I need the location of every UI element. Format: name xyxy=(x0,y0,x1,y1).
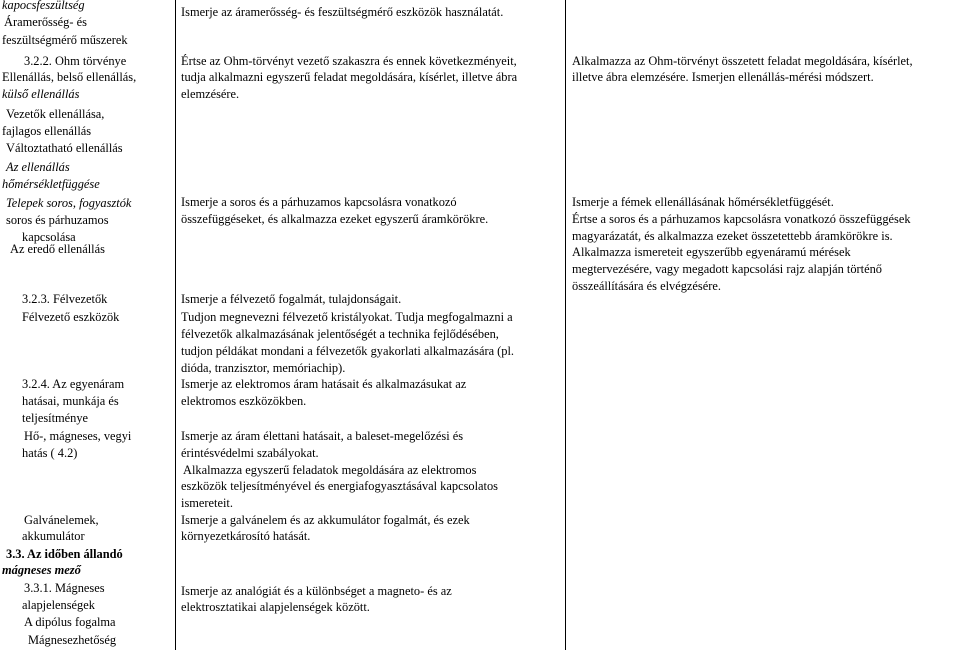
topic-line: külső ellenállás xyxy=(2,87,80,101)
topic-line: Félvezető eszközök xyxy=(22,310,120,324)
topic-heading: 3.3. Az időben állandó xyxy=(6,547,123,561)
requirement-line: Alkalmazza ismereteit egyszerűbb egyenáramú mérések xyxy=(572,245,851,259)
topic-line: Hő-, mágneses, vegyi xyxy=(24,429,132,443)
topic-heading: 3.2.3. Félvezetők xyxy=(22,292,108,306)
requirement-line: elektromos eszközökben. xyxy=(181,394,307,408)
requirement-line: elemzésére. xyxy=(181,87,240,101)
topic-line: Galvánelemek, xyxy=(24,513,99,527)
requirement-line: tudja alkalmazni egyszerű feladat megoldására, kísérlet, illetve ábra xyxy=(181,70,518,84)
topic-line: kapcsolása xyxy=(22,230,76,244)
requirement-line: Ismerje az analógiát és a különbséget a magneto- és az xyxy=(181,584,452,598)
requirement-line: Értse a soros és a párhuzamos kapcsolásra vonatkozó összefüggések xyxy=(572,212,911,226)
topic-line: Áramerősség- és xyxy=(4,15,87,29)
requirement-line: magyarázatát, és alkalmazza ezeket összetettebb áramkörökre is. xyxy=(572,229,893,243)
topic-line: Ellenállás, belső ellenállás, xyxy=(2,70,137,84)
requirement-line: tudjon példákat mondani a félvezetők gyakorlati alkalmazására (pl. xyxy=(181,344,515,358)
topic-line: hatásai, munkája és xyxy=(22,394,119,408)
topic-line: Az ellenállás xyxy=(6,160,70,174)
topic-heading: 3.3.1. Mágneses xyxy=(24,581,105,595)
topic-line: soros és párhuzamos xyxy=(6,213,109,227)
topic-line: hőmérsékletfüggése xyxy=(2,177,100,191)
requirement-line: elektrosztatikai alapjelenségek között. xyxy=(181,600,370,614)
topic-line: feszültségmérő műszerek xyxy=(2,33,128,47)
topic-line: kapocsfeszültség xyxy=(2,0,85,12)
topic-heading: mágneses mező xyxy=(2,563,81,577)
requirement-line: Ismerje a félvezető fogalmát, tulajdonságait. xyxy=(181,292,402,306)
requirement-line: összefüggéseket, és alkalmazza ezeket egyszerű áramkörökre. xyxy=(181,212,489,226)
requirement-line: érintésvédelmi szabályokat. xyxy=(181,446,319,460)
requirement-line: Ismerje az áramerősség- és feszültségmérő eszközök használatát. xyxy=(181,5,504,19)
topic-line: Vezetők ellenállása, xyxy=(6,107,105,121)
topic-heading: 3.2.2. Ohm törvénye xyxy=(24,54,127,68)
requirement-line: Alkalmazza egyszerű feladatok megoldására az elektromos xyxy=(183,463,477,477)
topic-line: Telepek soros, fogyasztók xyxy=(6,196,132,210)
requirement-line: félvezetők alkalmazásának jelentőségét a technika fejlődésében, xyxy=(181,327,499,341)
requirement-line: Ismerje a galvánelem és az akkumulátor fogalmát, és ezek xyxy=(181,513,470,527)
column-divider-middle xyxy=(565,0,566,650)
topic-line: fajlagos ellenállás xyxy=(2,124,92,138)
topic-line: A dipólus fogalma xyxy=(24,615,116,629)
requirement-line: Alkalmazza az Ohm-törvényt összetett feladat megoldására, kísérlet, xyxy=(572,54,913,68)
column-divider-left xyxy=(175,0,176,650)
topic-line: teljesítménye xyxy=(22,411,89,425)
requirement-line: megtervezésére, vagy megadott kapcsolási rajz alapján történő xyxy=(572,262,882,276)
requirement-line: dióda, tranzisztor, memóriachip). xyxy=(181,361,346,375)
topic-heading: 3.2.4. Az egyenáram xyxy=(22,377,125,391)
topic-line: Az eredő ellenállás xyxy=(10,242,105,256)
requirement-line: eszközök teljesítményével és energiafogyasztásával kapcsolatos xyxy=(181,479,498,493)
topic-line: hatás ( 4.2) xyxy=(22,446,78,460)
topic-line: Mágnesezhetőség xyxy=(28,633,117,647)
requirement-line: Ismerje az elektromos áram hatásait és alkalmazásukat az xyxy=(181,377,467,391)
requirement-line: Tudjon megnevezni félvezető kristályokat. Tudja megfogalmazni a xyxy=(181,310,513,324)
requirement-line: összeállítására és elvégzésére. xyxy=(572,279,721,293)
requirement-line: Ismerje a soros és a párhuzamos kapcsolásra vonatkozó xyxy=(181,195,457,209)
topic-line: akkumulátor xyxy=(22,529,85,543)
topic-line: Változtatható ellenállás xyxy=(6,141,123,155)
requirement-line: környezetkárosító hatását. xyxy=(181,529,311,543)
requirement-line: Ismerje a fémek ellenállásának hőmérsékletfüggését. xyxy=(572,195,834,209)
requirement-line: Ismerje az áram élettani hatásait, a baleset-megelőzési és xyxy=(181,429,464,443)
requirement-line: Értse az Ohm-törvényt vezető szakaszra és ennek következményeit, xyxy=(181,54,517,68)
requirement-line: illetve ábra elemzésére. Ismerjen ellenállás-mérési módszert. xyxy=(572,70,874,84)
topic-line: alapjelenségek xyxy=(22,598,95,612)
requirement-line: ismereteit. xyxy=(181,496,233,510)
